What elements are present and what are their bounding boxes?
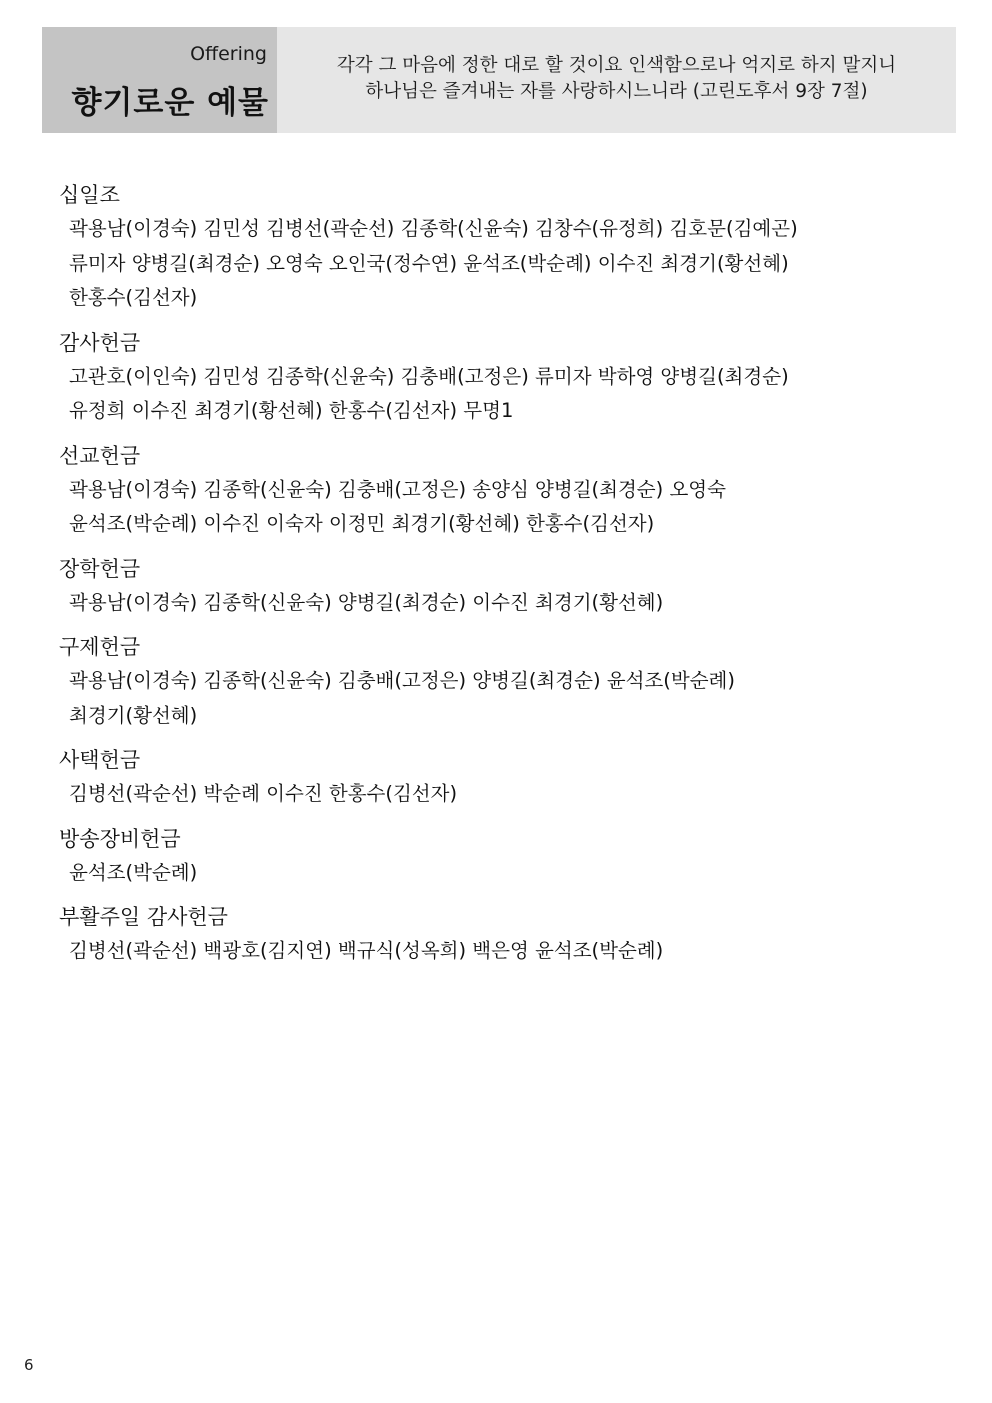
name-list — [69, 473, 939, 542]
name-list — [69, 664, 939, 733]
section-title: 장학헌금 — [59, 556, 141, 581]
offering-list — [59, 178, 939, 979]
name-line: 윤석조(박순례) — [69, 860, 198, 884]
section-title: 구제헌금 — [59, 635, 141, 659]
verse-line: 하나님은 즐겨내는 자를 사랑하시느니라 (고린도후서 9장 7절) — [365, 81, 868, 102]
name-line: 곽용남(이경숙) 김종학(신윤숙) 김충배(고정은) 양병길(최경순) 윤석조(박순례) — [69, 669, 735, 692]
name-line: 한홍수(김선자) — [69, 286, 198, 309]
section-title: 부활주일 감사헌금 — [59, 905, 228, 929]
section-title: 감사헌금 — [59, 330, 141, 355]
header-title-box — [42, 27, 277, 133]
name-line: 유정희 이수진 최경기(황선혜) 한홍수(김선자) 무명1 — [69, 399, 514, 422]
name-line: 류미자 양병길(최경순) 오영숙 오인국(정수연) 윤석조(박순례) 이수진 최경기(황선혜) — [69, 251, 789, 275]
name-line: 김병선(곽순선) 백광호(김지연) 백규식(성옥희) 백은영 윤석조(박순례) — [69, 939, 664, 962]
section-relief — [59, 630, 939, 733]
section-title: 사택헌금 — [59, 748, 141, 772]
name-list — [69, 212, 939, 316]
section-tithe — [59, 178, 939, 316]
name-line: 고관호(이인숙) 김민성 김종학(신윤숙) 김충배(고정은) 류미자 박하영 양병길(최경순) — [69, 364, 789, 388]
name-list — [69, 586, 939, 621]
section-title: 십일조 — [59, 183, 120, 207]
section-parsonage — [59, 743, 939, 812]
header-bible-verse — [277, 53, 956, 105]
name-line: 곽용남(이경숙) 김민성 김병선(곽순선) 김종학(신윤숙) 김창수(유정희) 김호문(김예곤) — [69, 217, 798, 240]
name-list — [69, 856, 939, 891]
header-title-korean: 향기로운 예물 — [71, 85, 269, 121]
section-thanksgiving — [59, 326, 939, 429]
name-list — [69, 360, 939, 429]
offering-header — [42, 27, 956, 133]
name-list — [69, 777, 939, 812]
section-scholarship — [59, 552, 939, 621]
section-title: 방송장비헌금 — [59, 826, 181, 851]
name-line: 최경기(황선혜) — [69, 703, 198, 727]
name-line: 곽용남(이경숙) 김종학(신윤숙) 양병길(최경순) 이수진 최경기(황선혜) — [69, 590, 664, 614]
name-line: 김병선(곽순선) 박순례 이수진 한홍수(김선자) — [69, 782, 458, 805]
name-line: 곽용남(이경숙) 김종학(신윤숙) 김충배(고정은) 송양심 양병길(최경순) 오영숙 — [69, 477, 726, 501]
page-number: 6 — [24, 1356, 34, 1374]
verse-line: 각각 그 마음에 정한 대로 할 것이요 인색함으로나 억지로 하지 말지니 — [336, 55, 897, 76]
name-line: 윤석조(박순례) 이수진 이숙자 이정민 최경기(황선혜) 한홍수(김선자) — [69, 512, 655, 535]
section-broadcast-equipment — [59, 822, 939, 891]
section-easter-thanksgiving — [59, 900, 939, 969]
section-mission — [59, 439, 939, 542]
section-title: 선교헌금 — [59, 443, 141, 468]
name-list — [69, 934, 939, 969]
header-title-english: Offering — [190, 43, 267, 65]
